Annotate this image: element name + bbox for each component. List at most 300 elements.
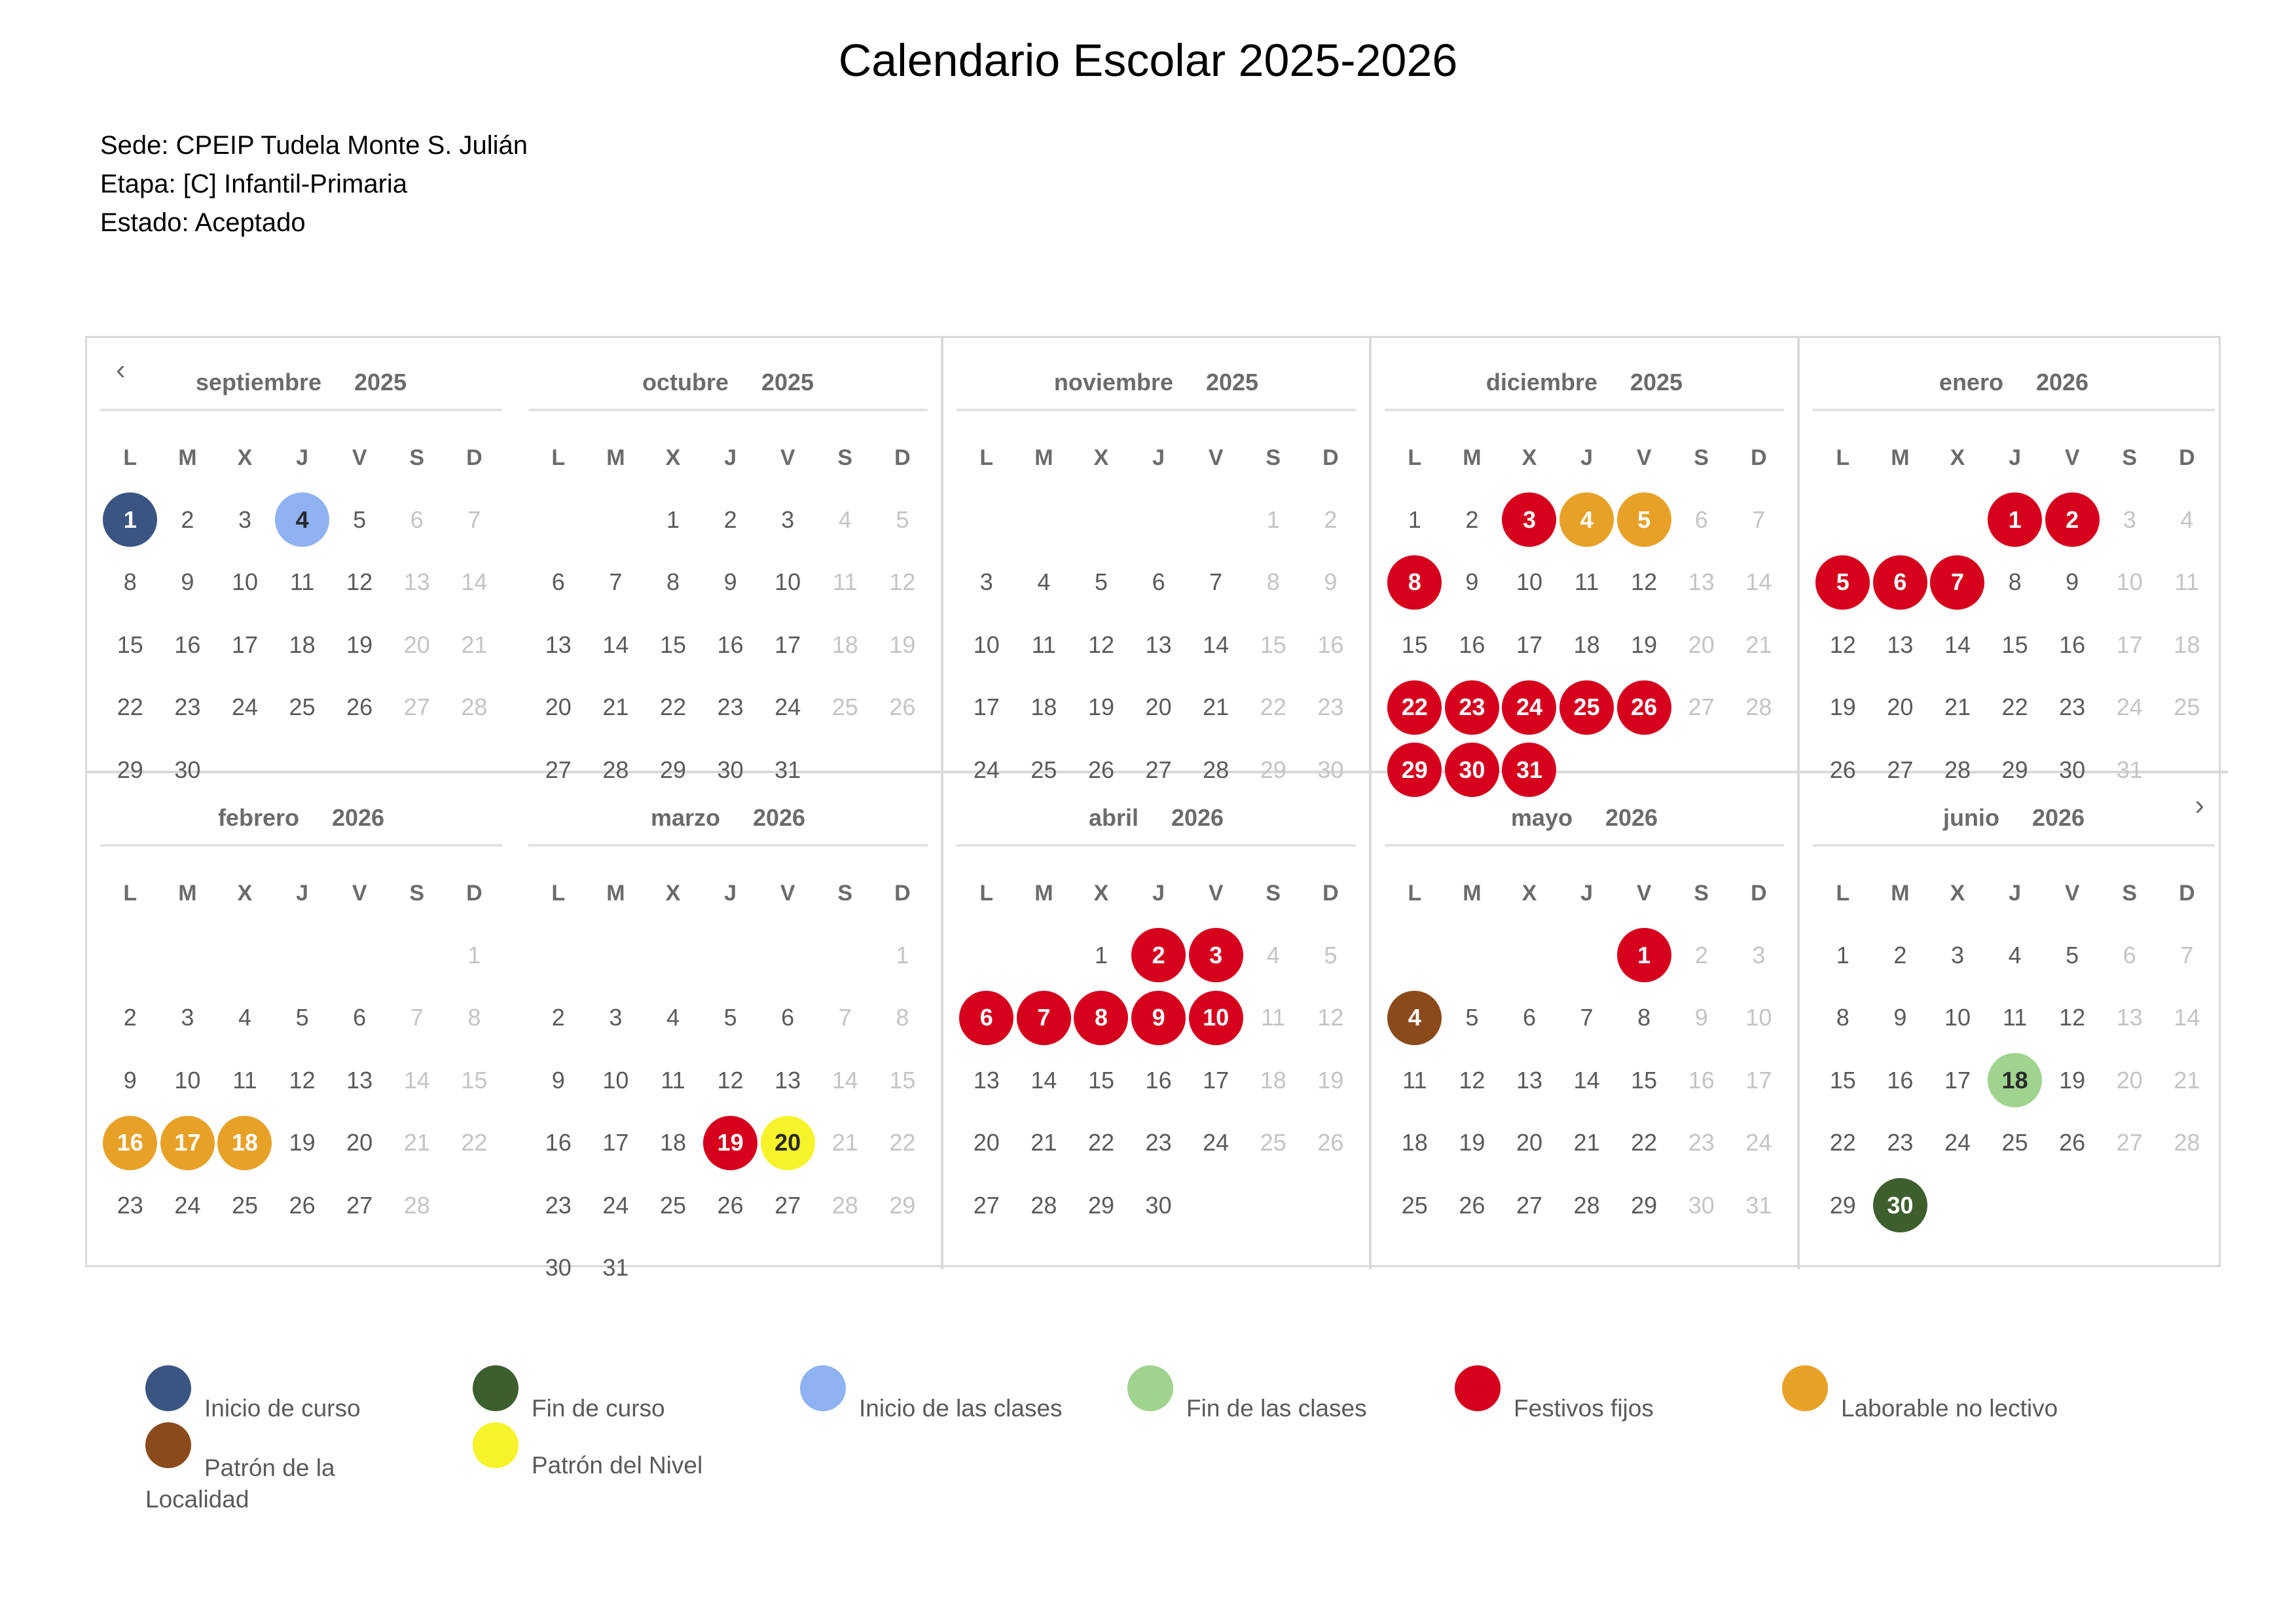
prev-month-chevron-icon[interactable]: ‹: [116, 354, 126, 386]
day-cell[interactable]: 18: [1401, 1129, 1428, 1156]
day-cell[interactable]: 11: [1574, 568, 1599, 595]
day-cell[interactable]: 20: [1887, 693, 1914, 720]
day-cell[interactable]: 21: [1573, 1129, 1600, 1156]
day-cell[interactable]: [1072, 987, 1130, 1049]
day-cell[interactable]: 13: [1516, 1066, 1542, 1094]
day-cell[interactable]: 20: [346, 1129, 373, 1156]
day-cell[interactable]: 5: [2066, 941, 2079, 969]
day-cell[interactable]: 8: [1836, 1004, 1850, 1031]
day-cell[interactable]: 24: [1203, 1129, 1230, 1156]
day-cell[interactable]: 19: [1631, 631, 1658, 658]
day-cell[interactable]: 22: [1631, 1129, 1658, 1156]
day-cell[interactable]: 30: [717, 756, 744, 783]
day-cell[interactable]: 14: [461, 568, 488, 595]
day-cell[interactable]: 1: [896, 941, 909, 969]
day-cell[interactable]: 15: [1829, 1066, 1856, 1094]
day-cell[interactable]: 19: [346, 631, 373, 658]
day-cell[interactable]: [1015, 987, 1073, 1049]
day-cell[interactable]: 8: [1266, 568, 1280, 595]
day-cell[interactable]: 20: [1516, 1129, 1542, 1156]
day-cell[interactable]: 1: [1094, 941, 1108, 969]
day-cell[interactable]: 14: [1745, 568, 1772, 595]
day-cell[interactable]: 16: [174, 631, 201, 658]
day-cell[interactable]: 20: [973, 1129, 1000, 1156]
day-cell[interactable]: 13: [1688, 568, 1715, 595]
day-cell[interactable]: 3: [781, 506, 795, 533]
day-cell[interactable]: 23: [117, 1191, 143, 1219]
day-cell[interactable]: 11: [2002, 1004, 2028, 1031]
day-cell[interactable]: 25: [2174, 693, 2200, 720]
day-cell[interactable]: 31: [774, 756, 801, 783]
day-cell[interactable]: 11: [661, 1066, 685, 1094]
day-cell[interactable]: 13: [2116, 1004, 2143, 1031]
day-cell[interactable]: 5: [723, 1004, 737, 1031]
day-cell[interactable]: 26: [2059, 1129, 2086, 1156]
day-cell[interactable]: 20: [403, 631, 430, 658]
day-cell[interactable]: [759, 1112, 816, 1174]
day-cell[interactable]: 28: [1745, 693, 1772, 720]
day-cell[interactable]: 30: [545, 1254, 572, 1281]
day-cell[interactable]: 26: [346, 693, 373, 720]
day-cell[interactable]: 22: [461, 1129, 488, 1156]
day-cell[interactable]: 25: [1401, 1191, 1428, 1219]
day-cell[interactable]: [1986, 489, 2044, 551]
day-cell[interactable]: 16: [2059, 631, 2086, 658]
day-cell[interactable]: 9: [723, 568, 737, 595]
day-cell[interactable]: 29: [889, 1191, 916, 1219]
day-cell[interactable]: 11: [833, 568, 858, 595]
day-cell[interactable]: 18: [289, 631, 316, 658]
day-cell[interactable]: 23: [174, 693, 201, 720]
day-cell[interactable]: 4: [1266, 941, 1280, 969]
day-cell[interactable]: 24: [1944, 1129, 1971, 1156]
day-cell[interactable]: 31: [602, 1254, 629, 1281]
day-cell[interactable]: [101, 1112, 159, 1174]
day-cell[interactable]: [1929, 551, 1986, 614]
day-cell[interactable]: 7: [467, 506, 481, 533]
day-cell[interactable]: [1130, 924, 1188, 986]
day-cell[interactable]: 11: [1031, 631, 1057, 658]
day-cell[interactable]: 17: [1745, 1066, 1772, 1094]
day-cell[interactable]: 8: [123, 568, 137, 595]
day-cell[interactable]: 22: [2001, 693, 2028, 720]
day-cell[interactable]: 14: [1573, 1066, 1600, 1094]
day-cell[interactable]: 1: [467, 941, 481, 969]
day-cell[interactable]: 18: [1260, 1066, 1286, 1094]
day-cell[interactable]: 13: [346, 1066, 373, 1094]
day-cell[interactable]: 19: [1087, 693, 1114, 720]
day-cell[interactable]: 14: [1030, 1066, 1057, 1094]
day-cell[interactable]: [159, 1112, 217, 1174]
day-cell[interactable]: 28: [403, 1191, 430, 1219]
day-cell[interactable]: 11: [232, 1066, 257, 1094]
day-cell[interactable]: 7: [838, 1004, 852, 1031]
day-cell[interactable]: 12: [717, 1066, 744, 1094]
day-cell[interactable]: 11: [2174, 568, 2200, 595]
day-cell[interactable]: 21: [2174, 1066, 2200, 1094]
day-cell[interactable]: 18: [2174, 631, 2200, 658]
day-cell[interactable]: 14: [831, 1066, 858, 1094]
day-cell[interactable]: 9: [1893, 1004, 1907, 1031]
day-cell[interactable]: 15: [1631, 1066, 1658, 1094]
day-cell[interactable]: 9: [1465, 568, 1479, 595]
day-cell[interactable]: 2: [551, 1004, 565, 1031]
day-cell[interactable]: [1558, 489, 1616, 551]
day-cell[interactable]: 17: [2116, 631, 2143, 658]
day-cell[interactable]: 21: [1745, 631, 1772, 658]
day-cell[interactable]: 16: [717, 631, 744, 658]
day-cell[interactable]: 8: [666, 568, 680, 595]
day-cell[interactable]: 17: [1516, 631, 1542, 658]
day-cell[interactable]: 13: [1145, 631, 1172, 658]
day-cell[interactable]: 8: [467, 1004, 481, 1031]
day-cell[interactable]: 6: [2123, 941, 2136, 969]
day-cell[interactable]: [1187, 987, 1245, 1049]
day-cell[interactable]: 29: [659, 756, 686, 783]
day-cell[interactable]: 2: [1694, 941, 1708, 969]
day-cell[interactable]: 16: [1887, 1066, 1914, 1094]
day-cell[interactable]: 29: [2001, 756, 2028, 783]
day-cell[interactable]: [1986, 1049, 2044, 1111]
day-cell[interactable]: 7: [1580, 1004, 1594, 1031]
day-cell[interactable]: 7: [1752, 506, 1766, 533]
day-cell[interactable]: 10: [231, 568, 258, 595]
day-cell[interactable]: 9: [2066, 568, 2079, 595]
day-cell[interactable]: 23: [1887, 1129, 1914, 1156]
day-cell[interactable]: 9: [1694, 1004, 1708, 1031]
day-cell[interactable]: 23: [2059, 693, 2086, 720]
day-cell[interactable]: 4: [238, 1004, 251, 1031]
day-cell[interactable]: 12: [1829, 631, 1856, 658]
day-cell[interactable]: 28: [831, 1191, 858, 1219]
day-cell[interactable]: 27: [1145, 756, 1172, 783]
day-cell[interactable]: 27: [1688, 693, 1715, 720]
day-cell[interactable]: 9: [551, 1066, 565, 1094]
day-cell[interactable]: 23: [717, 693, 744, 720]
day-cell[interactable]: 16: [1145, 1066, 1172, 1094]
day-cell[interactable]: 4: [2180, 506, 2194, 533]
day-cell[interactable]: 4: [666, 1004, 680, 1031]
day-cell[interactable]: [216, 1112, 274, 1174]
day-cell[interactable]: [1615, 489, 1673, 551]
day-cell[interactable]: 1: [1408, 506, 1421, 533]
day-cell[interactable]: 15: [117, 631, 143, 658]
day-cell[interactable]: 18: [831, 631, 858, 658]
day-cell[interactable]: [1187, 924, 1245, 986]
day-cell[interactable]: 19: [289, 1129, 316, 1156]
day-cell[interactable]: 12: [1087, 631, 1114, 658]
day-cell[interactable]: 25: [659, 1191, 686, 1219]
day-cell[interactable]: 13: [1887, 631, 1914, 658]
day-cell[interactable]: 10: [774, 568, 801, 595]
day-cell[interactable]: 21: [1030, 1129, 1057, 1156]
day-cell[interactable]: 11: [1402, 1066, 1427, 1094]
day-cell[interactable]: [1501, 489, 1558, 551]
day-cell[interactable]: 28: [1203, 756, 1230, 783]
day-cell[interactable]: 6: [410, 506, 424, 533]
day-cell[interactable]: 26: [1829, 756, 1856, 783]
day-cell[interactable]: 22: [659, 693, 686, 720]
day-cell[interactable]: 22: [1829, 1129, 1856, 1156]
day-cell[interactable]: 29: [117, 756, 143, 783]
day-cell[interactable]: 27: [2116, 1129, 2143, 1156]
day-cell[interactable]: 2: [1893, 941, 1907, 969]
day-cell[interactable]: 14: [1203, 631, 1230, 658]
day-cell[interactable]: 7: [609, 568, 623, 595]
day-cell[interactable]: 10: [2116, 568, 2143, 595]
day-cell[interactable]: 30: [174, 756, 201, 783]
day-cell[interactable]: 23: [1688, 1129, 1715, 1156]
day-cell[interactable]: 21: [602, 693, 629, 720]
day-cell[interactable]: 15: [1087, 1066, 1114, 1094]
day-cell[interactable]: [101, 489, 159, 551]
day-cell[interactable]: 5: [1094, 568, 1108, 595]
day-cell[interactable]: 22: [1087, 1129, 1114, 1156]
day-cell[interactable]: 2: [1324, 506, 1338, 533]
day-cell[interactable]: 10: [1745, 1004, 1772, 1031]
day-cell[interactable]: 9: [123, 1066, 137, 1094]
day-cell[interactable]: 4: [1037, 568, 1051, 595]
day-cell[interactable]: 26: [717, 1191, 744, 1219]
next-month-chevron-icon[interactable]: ›: [2195, 789, 2204, 821]
day-cell[interactable]: [958, 987, 1015, 1049]
day-cell[interactable]: [1501, 676, 1558, 739]
day-cell[interactable]: 3: [609, 1004, 623, 1031]
day-cell[interactable]: [702, 1112, 759, 1174]
day-cell[interactable]: 19: [1459, 1129, 1485, 1156]
day-cell[interactable]: 25: [231, 1191, 258, 1219]
day-cell[interactable]: [1615, 924, 1673, 986]
day-cell[interactable]: 27: [1887, 756, 1914, 783]
day-cell[interactable]: 24: [973, 756, 1000, 783]
day-cell[interactable]: 10: [1516, 568, 1542, 595]
day-cell[interactable]: 28: [1944, 756, 1971, 783]
day-cell[interactable]: [1130, 987, 1188, 1049]
day-cell[interactable]: 14: [602, 631, 629, 658]
day-cell[interactable]: 28: [461, 693, 488, 720]
day-cell[interactable]: 6: [551, 568, 565, 595]
day-cell[interactable]: [1386, 551, 1444, 614]
day-cell[interactable]: 8: [1637, 1004, 1651, 1031]
day-cell[interactable]: 12: [1631, 568, 1658, 595]
day-cell[interactable]: 27: [545, 756, 572, 783]
day-cell[interactable]: 2: [723, 506, 737, 533]
day-cell[interactable]: 11: [1261, 1004, 1286, 1031]
day-cell[interactable]: 26: [289, 1191, 316, 1219]
day-cell[interactable]: 13: [973, 1066, 1000, 1094]
day-cell[interactable]: 27: [1516, 1191, 1542, 1219]
day-cell[interactable]: 17: [602, 1129, 629, 1156]
day-cell[interactable]: 15: [659, 631, 686, 658]
day-cell[interactable]: 5: [295, 1004, 309, 1031]
day-cell[interactable]: 1: [1266, 506, 1280, 533]
day-cell[interactable]: 12: [2059, 1004, 2086, 1031]
day-cell[interactable]: 15: [2001, 631, 2028, 658]
day-cell[interactable]: 21: [1944, 693, 1971, 720]
day-cell[interactable]: 29: [1087, 1191, 1114, 1219]
day-cell[interactable]: 5: [896, 506, 909, 533]
day-cell[interactable]: 8: [896, 1004, 909, 1031]
day-cell[interactable]: 31: [1745, 1191, 1772, 1219]
day-cell[interactable]: 6: [1694, 506, 1708, 533]
day-cell[interactable]: 19: [1317, 1066, 1344, 1094]
day-cell[interactable]: 24: [1745, 1129, 1772, 1156]
day-cell[interactable]: 24: [231, 693, 258, 720]
day-cell[interactable]: 26: [1459, 1191, 1485, 1219]
day-cell[interactable]: 29: [1829, 1191, 1856, 1219]
day-cell[interactable]: 10: [602, 1066, 629, 1094]
day-cell[interactable]: 3: [979, 568, 993, 595]
day-cell[interactable]: 12: [889, 568, 916, 595]
day-cell[interactable]: 16: [1459, 631, 1485, 658]
day-cell[interactable]: 24: [602, 1191, 629, 1219]
day-cell[interactable]: 22: [117, 693, 143, 720]
day-cell[interactable]: 12: [1459, 1066, 1485, 1094]
day-cell[interactable]: 23: [545, 1191, 572, 1219]
day-cell[interactable]: 15: [1260, 631, 1286, 658]
day-cell[interactable]: [1615, 676, 1673, 739]
day-cell[interactable]: 6: [1152, 568, 1165, 595]
day-cell[interactable]: 27: [346, 1191, 373, 1219]
day-cell[interactable]: 27: [973, 1191, 1000, 1219]
day-cell[interactable]: 17: [1944, 1066, 1971, 1094]
day-cell[interactable]: 6: [353, 1004, 367, 1031]
day-cell[interactable]: 27: [403, 693, 430, 720]
day-cell[interactable]: 7: [2180, 941, 2194, 969]
day-cell[interactable]: 17: [774, 631, 801, 658]
day-cell[interactable]: 30: [2059, 756, 2086, 783]
day-cell[interactable]: 3: [238, 506, 251, 533]
day-cell[interactable]: 15: [461, 1066, 488, 1094]
day-cell[interactable]: 14: [2174, 1004, 2200, 1031]
day-cell[interactable]: 21: [1203, 693, 1230, 720]
day-cell[interactable]: 4: [838, 506, 852, 533]
day-cell[interactable]: 19: [2059, 1066, 2086, 1094]
day-cell[interactable]: 25: [2001, 1129, 2028, 1156]
day-cell[interactable]: [1814, 551, 1872, 614]
day-cell[interactable]: [1386, 676, 1444, 739]
day-cell[interactable]: 29: [1260, 756, 1286, 783]
day-cell[interactable]: 13: [545, 631, 572, 658]
day-cell[interactable]: 15: [889, 1066, 916, 1094]
day-cell[interactable]: 16: [545, 1129, 572, 1156]
day-cell[interactable]: 13: [774, 1066, 801, 1094]
day-cell[interactable]: 5: [1465, 1004, 1479, 1031]
day-cell[interactable]: [1444, 676, 1501, 739]
day-cell[interactable]: 31: [2116, 756, 2143, 783]
day-cell[interactable]: 30: [1145, 1191, 1172, 1219]
day-cell[interactable]: 6: [781, 1004, 795, 1031]
day-cell[interactable]: 24: [2116, 693, 2143, 720]
day-cell[interactable]: 25: [831, 693, 858, 720]
day-cell[interactable]: 1: [1836, 941, 1850, 969]
day-cell[interactable]: 28: [2174, 1129, 2200, 1156]
day-cell[interactable]: 25: [289, 693, 316, 720]
day-cell[interactable]: 24: [174, 1191, 201, 1219]
day-cell[interactable]: 21: [461, 631, 488, 658]
day-cell[interactable]: 10: [973, 631, 1000, 658]
day-cell[interactable]: 21: [831, 1129, 858, 1156]
day-cell[interactable]: [2043, 489, 2101, 551]
day-cell[interactable]: 29: [1631, 1191, 1658, 1219]
day-cell[interactable]: 27: [774, 1191, 801, 1219]
day-cell[interactable]: 6: [1522, 1004, 1536, 1031]
day-cell[interactable]: 3: [1752, 941, 1766, 969]
day-cell[interactable]: 7: [410, 1004, 424, 1031]
day-cell[interactable]: 16: [1688, 1066, 1715, 1094]
day-cell[interactable]: 12: [1317, 1004, 1344, 1031]
day-cell[interactable]: 26: [1317, 1129, 1344, 1156]
day-cell[interactable]: 3: [1950, 941, 1964, 969]
day-cell[interactable]: 17: [1203, 1066, 1230, 1094]
day-cell[interactable]: 13: [403, 568, 430, 595]
day-cell[interactable]: 7: [1209, 568, 1223, 595]
day-cell[interactable]: 10: [174, 1066, 201, 1094]
day-cell[interactable]: 2: [181, 506, 194, 533]
day-cell[interactable]: [274, 489, 331, 551]
day-cell[interactable]: 19: [889, 631, 916, 658]
day-cell[interactable]: 23: [1145, 1129, 1172, 1156]
day-cell[interactable]: 15: [1401, 631, 1428, 658]
day-cell[interactable]: 8: [2008, 568, 2022, 595]
day-cell[interactable]: 22: [1260, 693, 1286, 720]
day-cell[interactable]: 28: [602, 756, 629, 783]
day-cell[interactable]: 30: [1317, 756, 1344, 783]
day-cell[interactable]: 22: [889, 1129, 916, 1156]
day-cell[interactable]: 25: [1260, 1129, 1286, 1156]
day-cell[interactable]: 24: [774, 693, 801, 720]
day-cell[interactable]: 9: [181, 568, 194, 595]
day-cell[interactable]: 12: [289, 1066, 316, 1094]
day-cell[interactable]: 1: [666, 506, 680, 533]
day-cell[interactable]: 11: [289, 568, 315, 595]
day-cell[interactable]: 10: [1944, 1004, 1971, 1031]
day-cell[interactable]: 28: [1573, 1191, 1600, 1219]
day-cell[interactable]: 17: [973, 693, 1000, 720]
day-cell[interactable]: 16: [1317, 631, 1344, 658]
day-cell[interactable]: 9: [1324, 568, 1338, 595]
day-cell[interactable]: 5: [1324, 941, 1338, 969]
day-cell[interactable]: 14: [1944, 631, 1971, 658]
day-cell[interactable]: 30: [1688, 1191, 1715, 1219]
day-cell[interactable]: 26: [1087, 756, 1114, 783]
day-cell[interactable]: 19: [1829, 693, 1856, 720]
day-cell[interactable]: 3: [2123, 506, 2136, 533]
day-cell[interactable]: 20: [1688, 631, 1715, 658]
day-cell[interactable]: 20: [545, 693, 572, 720]
day-cell[interactable]: 2: [1465, 506, 1479, 533]
day-cell[interactable]: 23: [1317, 693, 1344, 720]
day-cell[interactable]: 3: [181, 1004, 194, 1031]
day-cell[interactable]: [1386, 987, 1444, 1049]
day-cell[interactable]: [1872, 1174, 1929, 1236]
day-cell[interactable]: 18: [659, 1129, 686, 1156]
day-cell[interactable]: [1558, 676, 1616, 739]
day-cell[interactable]: 26: [889, 693, 916, 720]
day-cell[interactable]: 2: [123, 1004, 137, 1031]
day-cell[interactable]: 18: [1030, 693, 1057, 720]
day-cell[interactable]: 20: [1145, 693, 1172, 720]
day-cell[interactable]: [1872, 551, 1929, 614]
day-cell[interactable]: 21: [403, 1129, 430, 1156]
day-cell[interactable]: 25: [1030, 756, 1057, 783]
day-cell[interactable]: 4: [2008, 941, 2022, 969]
day-cell[interactable]: 28: [1030, 1191, 1057, 1219]
day-cell[interactable]: 17: [231, 631, 258, 658]
day-cell[interactable]: 18: [1573, 631, 1600, 658]
day-cell[interactable]: 12: [346, 568, 373, 595]
day-cell[interactable]: 14: [403, 1066, 430, 1094]
